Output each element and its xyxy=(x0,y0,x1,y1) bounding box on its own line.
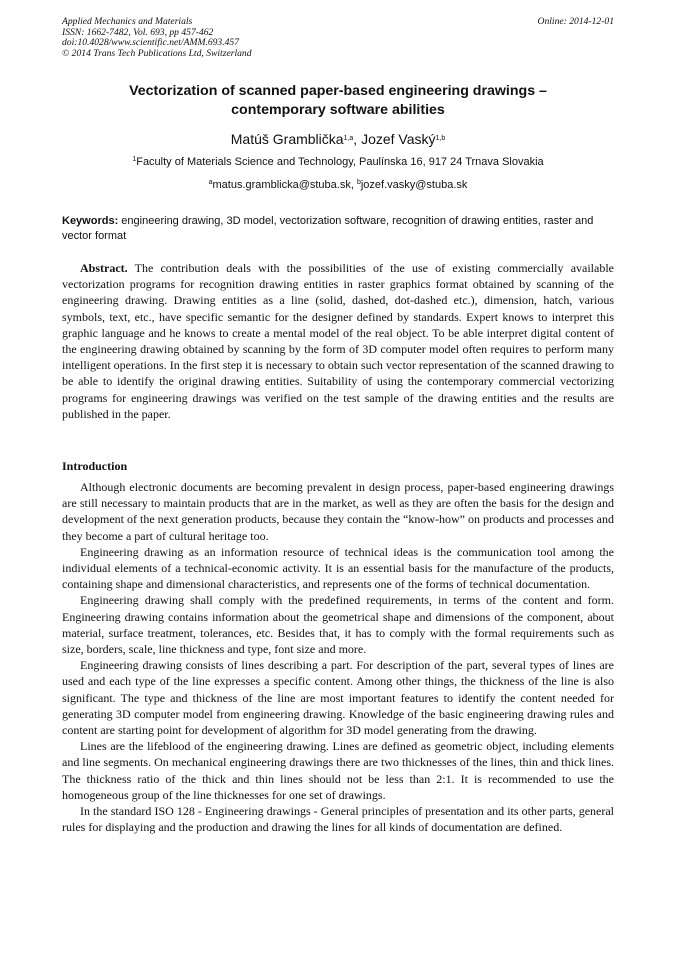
intro-paragraph: Engineering drawing shall comply with the predefined requirements, in terms of the content and form. Engineering drawing contains information about the geometrical shape and dimensions of the component, about material, surface treatment, tolerances, etc. Besides that, it has to comply with the formal requirements such as size, borders, scale, line thickness and type, font size and more. xyxy=(62,593,614,657)
intro-paragraph: Engineering drawing consists of lines describing a part. For description of the part, several types of lines are used and each type of the line expresses a specific content. Among other things, the thickness of the line is also significant. The type and thickness of the line are most important features to identify the content needed for generating 3D computer model from engineering drawing. Knowledge of the basic engineering drawing rules and content are starting point for development of algorithm for 3D model generating from the drawing. xyxy=(62,658,614,738)
abstract-label: Abstract. xyxy=(80,261,128,275)
affiliation-marker: 1 xyxy=(132,156,137,163)
introduction-body xyxy=(62,479,614,835)
author-separator: , xyxy=(353,131,362,147)
section-heading-introduction: Introduction xyxy=(62,459,128,473)
affiliation xyxy=(62,155,614,169)
email-a-marker: a xyxy=(208,179,213,186)
email-separator: , xyxy=(350,179,357,191)
author-list xyxy=(62,130,614,148)
abstract xyxy=(62,260,614,422)
affiliation-text: Faculty of Materials Science and Technology, Paulínska 16, 917 24 Trnava Slovakia xyxy=(136,156,544,168)
copyright-line: © 2014 Trans Tech Publications Ltd, Switzerland xyxy=(62,47,252,59)
intro-paragraph: Lines are the lifeblood of the engineering drawing. Lines are defined as geometric object, including elements and line segments. On mechanical engineering drawings there are two thicknesses of the lines, thin and thick lines. The thickness ratio of the thick and thin lines should not be less than 2:1. It is recommended to use the homogeneous group of the line thicknesses for one set of drawings. xyxy=(62,739,614,802)
keywords-text: engineering drawing, 3D model, vectorization software, recognition of drawing entities, raster and vector format xyxy=(62,215,594,242)
title-line-2: contemporary software abilities xyxy=(231,102,445,118)
intro-paragraph: Although electronic documents are becoming prevalent in design process, paper-based engineering drawings are still necessary to maintain products that are in the market, as well as they are often the basis for the design and development of the next generation products, because they contain the “know-how” on products and processes and they become a part of cultural heritage too. xyxy=(62,480,614,543)
author-emails xyxy=(62,178,614,192)
journal-name: Applied Mechanics and Materials xyxy=(62,16,193,27)
keywords xyxy=(62,214,614,244)
issn-line: ISSN: 1662-7482, Vol. 693, pp 457-462 xyxy=(62,26,214,38)
email-b[interactable]: jozef.vasky@stuba.sk xyxy=(360,179,468,191)
title-line-1: Vectorization of scanned paper-based engineering drawings – xyxy=(129,83,547,99)
abstract-text: The contribution deals with the possibilities of the use of existing commercially available vectorization programs for recognition drawing entities in raster graphics format obtained by scanning of the engineering drawing. Drawing entities as a line (solid, dashed, dot-dashed etc.), dimension, hatch, various symbols, text, etc., have specific semantic for the designer defined by standards. Expert knows to interpret this graphic language and he knows to create a mental model of the real object. To be able interpret digital content of the engineering drawing obtained by scanning by the form of 3D computer model often requires to perform many intelligent operations. In the first step it is necessary to obtain such vector representation of the scanned drawing to be able to identify the original drawing entities. Suitability of using the contemporary commercial vectorizing programs for engineering drawings was verified on the test sample of the drawing entities and the results are published in the paper. xyxy=(62,261,614,421)
author-1-affil: 1,a xyxy=(343,135,354,142)
intro-paragraph: Engineering drawing as an information resource of technical ideas is the communication tool among the individual elements of a technical-economic activity. It is an essential basis for the manufacture of the products, containing shape and dimensional characteristics, and represents one of the forms of technical documentation. xyxy=(62,544,614,592)
email-a[interactable]: matus.gramblicka@stuba.sk xyxy=(212,179,351,191)
intro-paragraph: In the standard ISO 128 - Engineering drawings - General principles of presentation and its other parts, general rules for displaying and the production and drawing the lines for all kinds of documentation are defined. xyxy=(62,804,614,835)
author-1: Matúš Gramblička xyxy=(230,131,344,147)
online-date: Online: 2014-12-01 xyxy=(537,16,614,27)
email-b-marker: b xyxy=(356,179,361,186)
author-2: Jozef Vaský xyxy=(361,131,436,147)
paper-title xyxy=(62,82,614,120)
journal-header xyxy=(62,17,614,59)
keywords-label: Keywords: xyxy=(62,215,119,227)
author-2-affil: 1,b xyxy=(435,135,446,142)
doi-line: doi:10.4028/www.scientific.net/AMM.693.457 xyxy=(62,37,240,49)
